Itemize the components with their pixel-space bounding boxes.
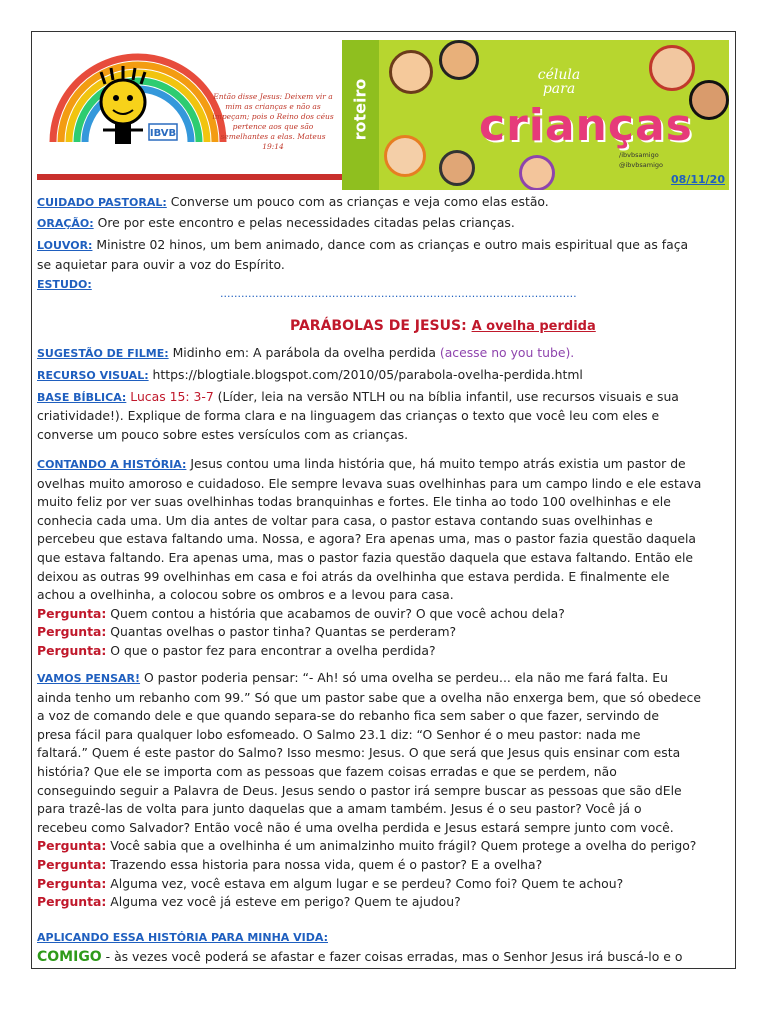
louvor-line-2: se aquietar para ouvir a voz do Espírito. [37,257,285,272]
historia-paragraph: CONTANDO A HISTÓRIA: Jesus contou uma linda história que, há muito tempo atrás existia um pastor de ovelhas muito amoroso e cuidadoso. Ele sempre levava suas ovelhinhas para um campo lindo e ele estava muito feliz por ver suas ovelhinhas todas branquinhas e fortes. Ele tinha ao todo 100 ovelhinhas e ele conhecia cada uma. Um dia antes de voltar para casa, o pastor estava contando suas ovelhinhas e percebeu que estava faltando uma. Nossa, e agora? Era apenas uma, mas o pastor fazia questão daquela que estava faltando. Era apenas uma, mas o pastor fazia questão daquela que estava faltando. Então ele deixou as outras 99 ovelhinhas em casa e foi atrás da ovelhinha que estava perdida. E finalmente ele achou a ovelhinha, a colocou sobre os ombros e a levou para casa. Pergunta: Quem contou a história que acabamos de ouvir? O que você achou dela? Pergunta: Quantas ovelhas o pastor tinha? Quantas se perderam? Pergunta: O que o pastor fez para encontrar a ovelha perdida? [37,456,702,658]
bible-quote: Então disse Jesus: Deixem vir a mim as crianças e não as impeçam; pois o Reino dos céus pertence aos que são semelhantes a elas. Mateus 19:14 [212,92,334,151]
roteiro-label: roteiro [342,40,379,190]
title-small: célula para [537,67,581,97]
title-big: crianças [479,100,693,151]
biblica-line-3: converse um pouco sobre estes versículos com as crianças. [37,427,409,442]
louvor-line: LOUVOR: Ministre 02 hinos, um bem animado, dance com as crianças e outro mais espiritual que as faça [37,237,689,252]
oracao-line: ORAÇÃO: Ore por este encontro e pelas necessidades citadas pelas crianças. [37,215,515,230]
estudo-line: ESTUDO: [37,278,92,291]
rainbow-logo-icon [43,42,233,152]
svg-text:IBVB: IBVB [149,128,177,139]
dots-separator: ...................................................................................................... [220,287,577,300]
divider [37,174,342,180]
cuidado-line: CUIDADO PASTORAL: Converse um pouco com as crianças e veja como elas estão. [37,194,549,209]
logo-area [37,40,342,190]
filme-line: SUGESTÃO DE FILME: Midinho em: A parábola da ovelha perdida (acesse no you tube). [37,345,575,360]
parable-title: PARÁBOLAS DE JESUS: A ovelha perdida [290,318,596,334]
biblica-line-2: criatividade!). Explique de forma clara e na linguagem das crianças o texto que você leu com eles e [37,408,660,423]
recurso-line: RECURSO VISUAL: https://blogtiale.blogspot.com/2010/05/parabola-ovelha-perdida.html [37,367,583,382]
kids-illustration [379,40,729,190]
document-page [31,31,736,969]
aplicando-paragraph: APLICANDO ESSA HISTÓRIA PARA MINHA VIDA: COMIGO - às vezes você poderá se afastar e fazer coisas erradas, mas o Senhor Jesus irá buscá-lo e o [37,931,683,965]
biblica-line: BASE BÍBLICA: Lucas 15: 3-7 (Líder, leia na versão NTLH ou na bíblia infantil, use recursos visuais e sua [37,389,679,404]
date: 08/11/20 [671,173,725,186]
social-handles: /ibvbsamigo @ibvbsamigo [619,151,664,169]
header-banner [37,40,729,190]
pensar-paragraph: VAMOS PENSAR! O pastor poderia pensar: “- Ah! só uma ovelha se perdeu... ela não me fará falta. Eu ainda tenho um rebanho com 99.” Só que um pastor sabe que a ovelha não enxerga bem, que só obedece a voz de comando dele e que quando separa-se do rebanho fica sem saber o que fazer, servindo de presa fácil para qualquer lobo esfomeado. O Salmo 23.1 diz: “O Senhor é o meu pastor: nada me faltará.” Quem é este pastor do Salmo? Isso mesmo: Jesus. O que será que Jesus quis ensinar com esta história? Que ele se importa com as pessoas que fazem coisas erradas e que se perdem, não conseguindo seguir a Palavra de Deus. Jesus sendo o pastor irá sempre buscar as pessoas que são dEle para trazê-las de volta para junto daquelas que a amam também. Jesus é o seu pastor? Você já o recebeu como Salvador? Então você não é uma ovelha perdida e Jesus estará sempre junto com você. Pergunta: Você sabia que a ovelhinha é um animalzinho muito frágil? Quem protege a ovelha do perigo? Pergunta: Trazendo essa historia para nossa vida, quem é o pastor? E a ovelha? Pergunta: Alguma vez, você estava em algum lugar e se perdeu? Como foi? Quem te achou? Pergunta: Alguma vez você já esteve em perigo? Quem te ajudou? [37,670,701,910]
